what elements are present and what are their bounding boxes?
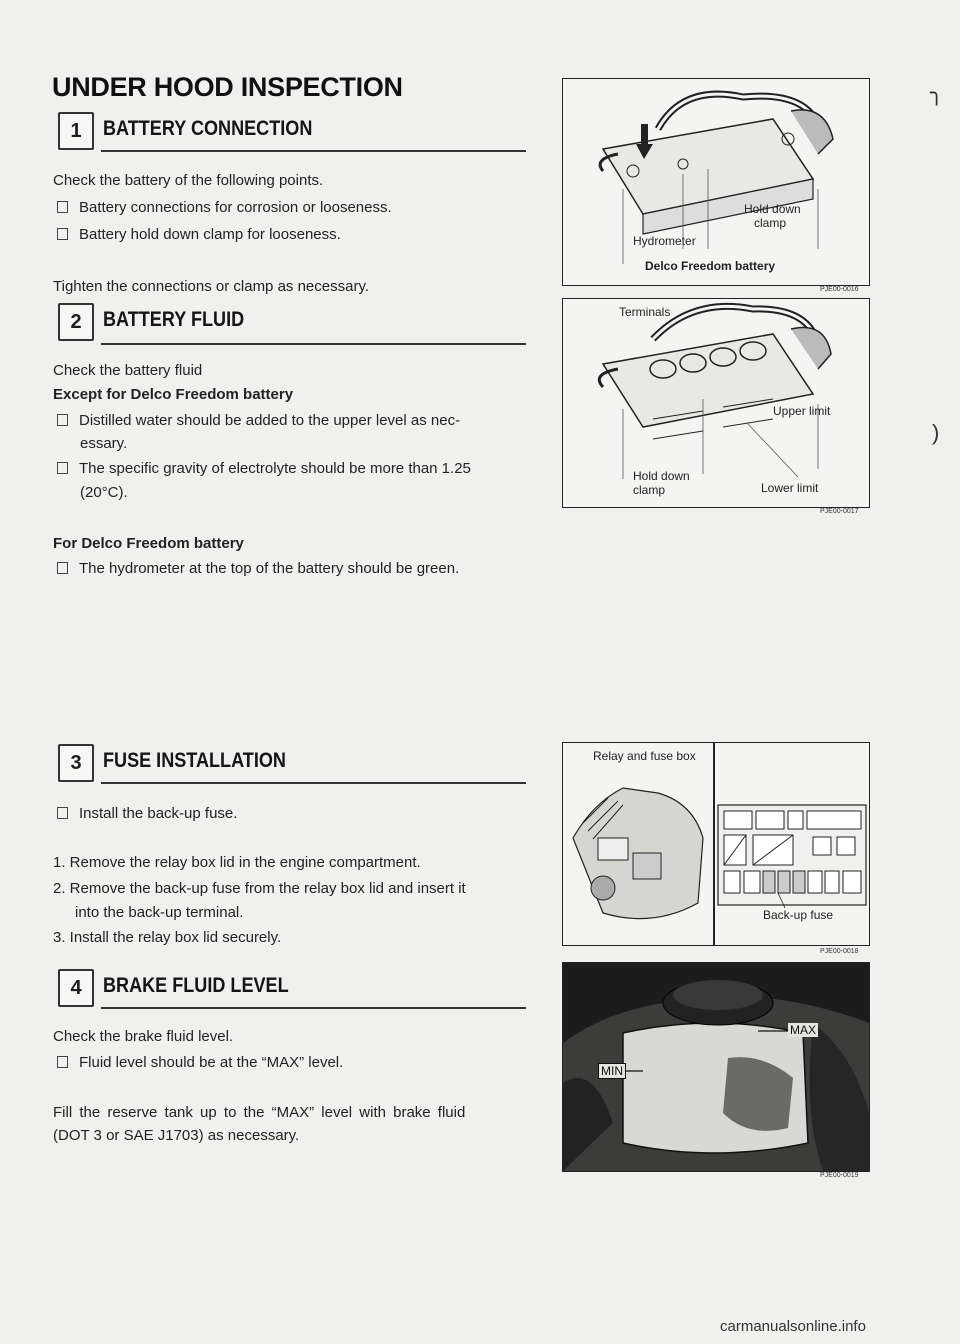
label-upper-limit: Upper limit	[773, 404, 831, 418]
checklist-item	[57, 457, 471, 481]
label-hold-down: Hold down	[744, 202, 801, 216]
checklist-item	[57, 196, 392, 220]
figure-caption: Delco Freedom battery	[645, 259, 776, 273]
label-max: MAX	[790, 1023, 817, 1037]
label-hold-down: Hold down	[633, 469, 690, 483]
step: 1. Remove the relay box lid in the engine compartment.	[53, 854, 421, 871]
checklist-item	[57, 557, 459, 581]
checklist-text: The specific gravity of electrolyte should be more than 1.25	[79, 460, 471, 477]
label-clamp: clamp	[633, 483, 666, 497]
figure-delco-battery	[562, 78, 870, 286]
figure-relay-fuse-box	[562, 742, 870, 946]
paragraph: (DOT 3 or SAE J1703) as necessary.	[53, 1127, 300, 1144]
checklist-item	[57, 1051, 343, 1075]
checkbox-icon	[57, 562, 68, 574]
label-clamp: clamp	[754, 216, 787, 230]
checkbox-icon	[57, 462, 68, 474]
checkbox-icon	[57, 807, 68, 819]
section-number: 3	[58, 744, 94, 782]
section-rule	[101, 150, 526, 152]
figure-divider	[713, 743, 715, 945]
label-min: MIN	[598, 1063, 626, 1079]
step: 2. Remove the back-up fuse from the relay box lid and insert it	[53, 880, 466, 897]
battery-illustration	[563, 79, 869, 285]
step-continuation: into the back-up terminal.	[75, 904, 244, 921]
subheading: For Delco Freedom battery	[53, 535, 244, 552]
label-backup-fuse: Back-up fuse	[763, 908, 834, 922]
checkbox-icon	[57, 201, 68, 213]
paragraph: Fill the reserve tank up to the “MAX” level with brake fluid	[53, 1104, 466, 1121]
label-terminals: Terminals	[619, 305, 671, 319]
subheading: Except for Delco Freedom battery	[53, 386, 294, 403]
checkbox-icon	[57, 228, 68, 240]
section-rule	[101, 1007, 526, 1009]
checklist-text: Install the back-up fuse.	[79, 805, 238, 822]
page-title: UNDER HOOD INSPECTION	[52, 72, 403, 102]
checklist-text: Battery hold down clamp for looseness.	[79, 226, 341, 243]
section-rule	[101, 782, 526, 784]
checklist-item	[57, 223, 341, 247]
checklist-continuation: (20°C).	[80, 484, 128, 501]
label-hydrometer: Hydrometer	[633, 234, 696, 248]
step: 3. Install the relay box lid securely.	[53, 929, 282, 946]
margin-mark: ╮	[930, 80, 944, 105]
checklist-continuation: essary.	[80, 435, 128, 452]
battery-fluid-illustration	[563, 299, 869, 507]
checklist-item	[57, 409, 460, 433]
checklist-text: Distilled water should be added to the upper level as nec-	[79, 412, 461, 429]
checkbox-icon	[57, 414, 68, 426]
section-title: BRAKE FLUID LEVEL	[103, 974, 289, 997]
section-number: 4	[58, 969, 94, 1007]
section-number: 2	[58, 303, 94, 341]
label-relay-fuse-box: Relay and fuse box	[593, 749, 696, 763]
watermark: carmanualsonline.info	[720, 1318, 866, 1335]
section-title: FUSE INSTALLATION	[103, 749, 286, 772]
paragraph: Check the brake fluid level.	[53, 1028, 234, 1045]
figure-id: PJE00-0018	[820, 948, 859, 955]
checklist-text: The hydrometer at the top of the battery should be green.	[79, 560, 460, 577]
paragraph: Tighten the connections or clamp as necessary.	[53, 278, 369, 295]
section-title: BATTERY FLUID	[103, 308, 245, 331]
section-number: 1	[58, 112, 94, 150]
figure-id: PJE00-0016	[820, 286, 859, 293]
label-lower-limit: Lower limit	[761, 481, 819, 495]
paragraph: Check the battery fluid	[53, 362, 203, 379]
checklist-item	[57, 802, 237, 826]
section-rule	[101, 343, 526, 345]
checkbox-icon	[57, 1056, 68, 1068]
figure-id: PJE00-0017	[820, 508, 859, 515]
figure-battery-fluid	[562, 298, 870, 508]
checklist-text: Battery connections for corrosion or looseness.	[79, 199, 392, 216]
margin-mark: )	[932, 420, 940, 445]
checklist-text: Fluid level should be at the “MAX” level.	[79, 1054, 344, 1071]
section-title: BATTERY CONNECTION	[103, 117, 313, 140]
figure-brake-fluid-photo	[562, 962, 870, 1172]
figure-id: PJE00-0019	[820, 1172, 859, 1179]
paragraph: Check the battery of the following points.	[53, 172, 324, 189]
